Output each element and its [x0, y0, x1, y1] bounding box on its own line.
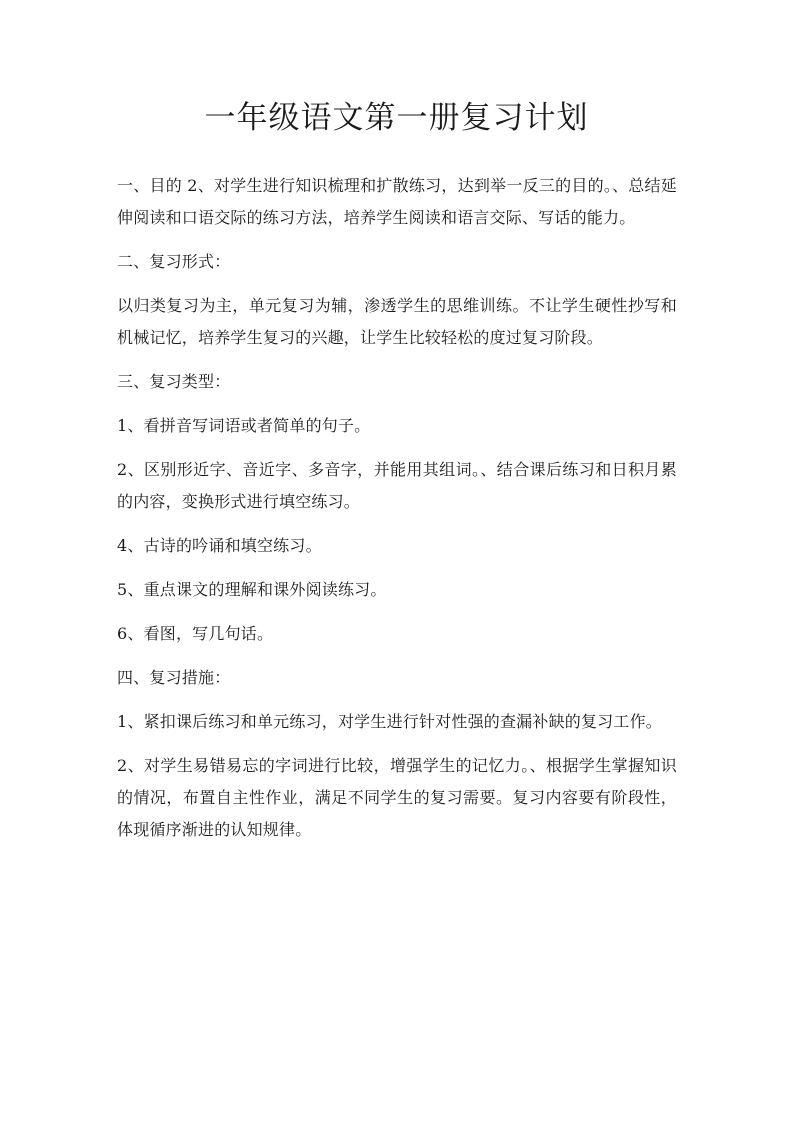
list-item-type-1: 1、看拼音写词语或者简单的句子。 [117, 416, 371, 435]
heading-review-measures: 四、复习措施： [117, 668, 231, 687]
list-item-type-6: 6、看图，写几句话。 [117, 624, 274, 643]
list-item-measure-2: 2、对学生易错易忘的字词进行比较，增强学生的记忆力。、根据学生掌握知识的情况，布置自主性作业，满足不同学生的复习需要。复习内容要有阶段性，体现循序渐进的认知规律。 [117, 756, 677, 839]
document-body [117, 170, 677, 858]
list-item-type-5: 5、重点课文的理解和课外阅读练习。 [117, 580, 387, 599]
paragraph-review-form: 以归类复习为主，单元复习为辅，渗透学生的思维训练。不让学生硬性抄写和机械记忆，培养学生复习的兴趣，让学生比较轻松的度过复习阶段。 [117, 296, 677, 347]
list-item-type-4: 4、古诗的吟诵和填空练习。 [117, 536, 322, 555]
list-item-type-2: 2、区别形近字、音近字、多音字，并能用其组词。、结合课后练习和日积月累的内容，变换形式进行填空练习。 [117, 460, 677, 511]
paragraph-purpose: 一、目的 2、对学生进行知识梳理和扩散练习，达到举一反三的目的。、总结延伸阅读和口语交际的练习方法，培养学生阅读和语言交际、写话的能力。 [117, 176, 677, 227]
document-title: 一年级语文第一册复习计划 [204, 100, 589, 136]
list-item-measure-1: 1、紧扣课后练习和单元练习，对学生进行针对性强的查漏补缺的复习工作。 [117, 712, 662, 731]
heading-review-form: 二、复习形式： [117, 252, 231, 271]
heading-review-types: 三、复习类型： [117, 372, 231, 391]
